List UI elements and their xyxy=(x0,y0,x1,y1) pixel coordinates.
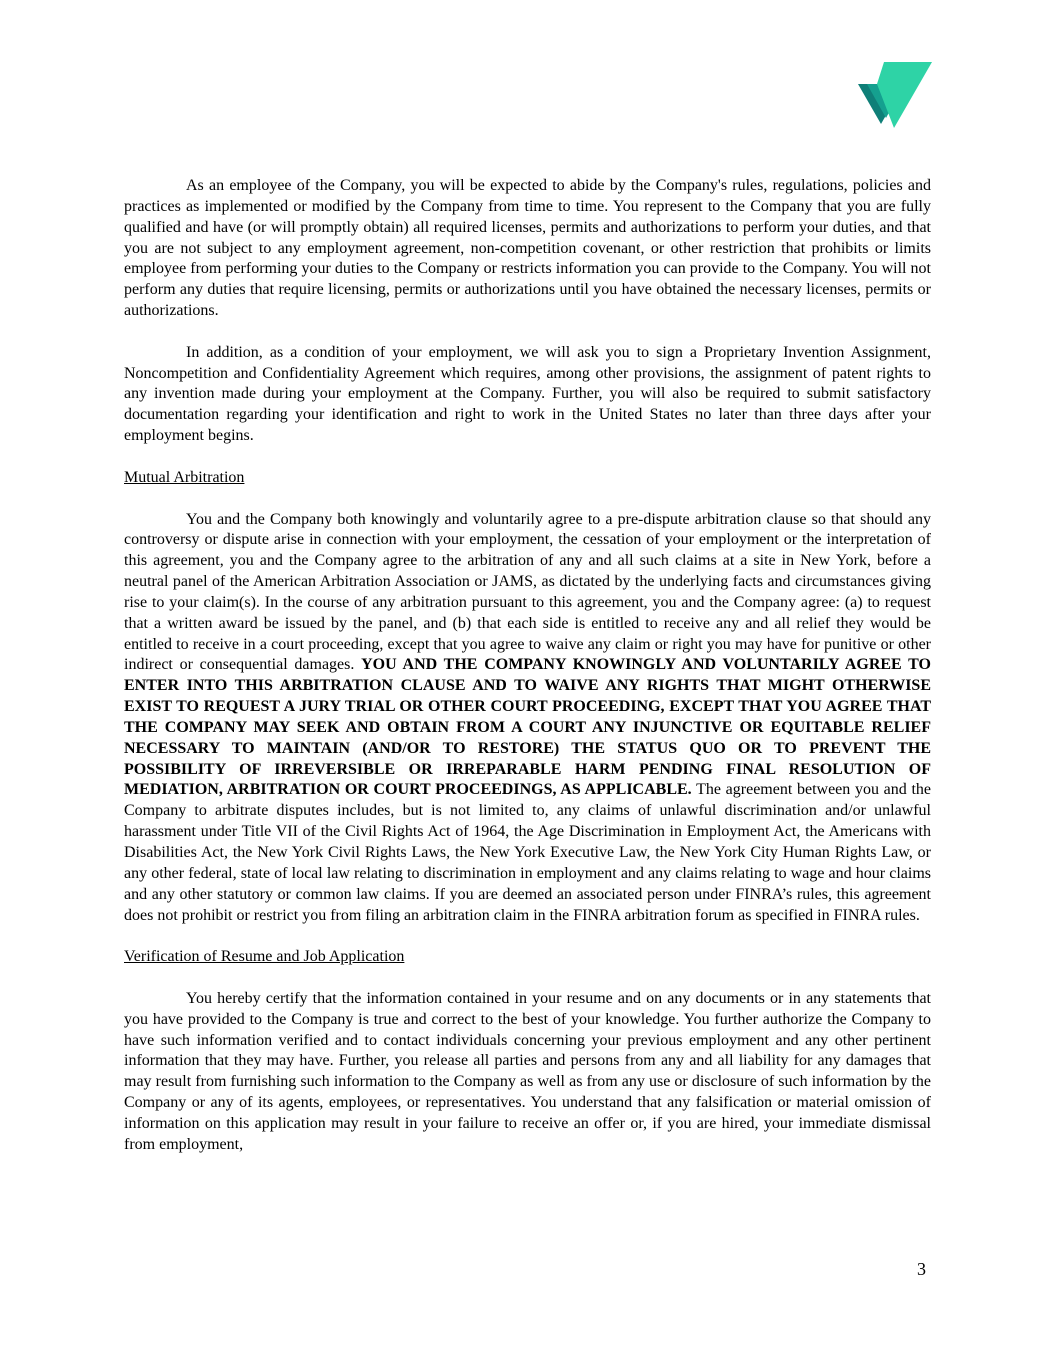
paragraph-spacer xyxy=(124,926,931,947)
verification-paragraph: You hereby certify that the information contained in your resume and on any documents or in any statements that you have provided to the Company is true and correct to the best of your knowledge. You further authorize the Company to have such information verified and to contact individuals concerning your previous employment and any other pertinent information that they may have. Further, you release all parties and persons from any and all liability for any damages that may result from furnishing such information to the Company as well as from any use or disclosure of such information by the Company or any of its agents, employees, or representatives. You understand that any falsification or material omission of information on this application may result in your failure to receive an offer or, if you are hired, your immediate dismissal from employment, xyxy=(124,989,931,1153)
verification-heading: Verification of Resume and Job Application xyxy=(124,948,405,966)
checkmark-logo-icon xyxy=(858,62,932,128)
paragraph-spacer xyxy=(124,322,931,343)
mutual-arbitration-paragraph xyxy=(124,510,931,927)
rules-and-qualifications-paragraph: As an employee of the Company, you will be expected to abide by the Company's rules, regulations, policies and practices as implemented or modified by the Company from time to time. You represent to the Company that you are fully qualified and have (or will promptly obtain) all required licenses, permits and authorizations to perform your duties, and that you are not subject to any employment agreement, non-competition covenant, or other restriction that prohibits or limits employee from performing your duties to the Company or restricts information you can provide to the Company. You will not perform any duties that require licensing, permits or authorizations until you have obtained the necessary licenses, permits or authorizations. xyxy=(124,177,931,320)
arbitration-jury-waiver-bold: YOU AND THE COMPANY KNOWINGLY AND VOLUNTARILY AGREE TO ENTER INTO THIS ARBITRATION CLAUSE AND TO WAIVE ANY RIGHTS THAT MIGHT OTHERWISE EXIST TO REQUEST A JURY TRIAL OR OTHER COURT PROCEEDING, EXCEPT THAT YOU AGREE THAT THE COMPANY MAY SEEK AND OBTAIN FROM A COURT ANY INJUNCTIVE OR EQUITABLE RELIEF NECESSARY TO MAINTAIN (AND/OR TO RESTORE) THE STATUS QUO OR TO PREVENT THE POSSIBILITY OF IRREVERSIBLE OR IRREPARABLE HARM PENDING FINAL RESOLUTION OF MEDIATION, ARBITRATION OR COURT PROCEEDINGS, AS APPLICABLE. xyxy=(124,656,932,799)
page-number: 3 xyxy=(917,1259,926,1279)
paragraph-spacer xyxy=(124,489,931,510)
invention-assignment-paragraph: In addition, as a condition of your employment, we will ask you to sign a Proprietary Invention Assignment, Noncompetition and Confidentiality Agreement which requires, among other provisions, the assignment of patent rights to any invention made during your employment at the Company. Further, you will also be required to submit satisfactory documentation regarding your identification and right to work in the United States no later than three days after your employment begins. xyxy=(124,343,931,445)
arbitration-text-start: You and the Company both knowingly and voluntarily agree to a pre-dispute arbitration clause so that should any controversy or dispute arise in connection with your employment, the cessation of your employment or the interpretation of this agreement, you and the Company agree to the arbitration of any and all such claims at a site in New York, before a neutral panel of the American Arbitration Association or JAMS, as dictated by the underlying facts and circumstances giving rise to your claim(s). In the course of any arbitration pursuant to this agreement, you and the Company agree: (a) to request that a written award be issued by the panel, and (b) that each side is entitled to receive any and all relief they would be entitled to receive in a court proceeding, except that you agree to waive any claim or right you may have for punitive or other indirect or consequential damages. xyxy=(124,510,931,674)
paragraph-spacer xyxy=(124,968,931,989)
arbitration-text-end: The agreement between you and the Company to arbitrate disputes includes, but is not limited to, any claims of unlawful discrimination and/or unlawful harassment under Title VII of the Civil Rights Act of 1964, the Age Discrimination in Employment Act, the Americans with Disabilities Act, the New York Civil Rights Laws, the New York Executive Law, the New York City Human Rights Law, or any other federal, state of local law relating to discrimination in employment and any claims relating to wage and hour claims and any other statutory or common law claims. If you are deemed an associated person under FINRA’s rules, this agreement does not prohibit or restrict you from filing an arbitration claim in the FINRA arbitration forum as specified in FINRA rules. xyxy=(124,781,931,924)
paragraph-spacer xyxy=(124,447,931,468)
mutual-arbitration-heading: Mutual Arbitration xyxy=(124,468,245,486)
logo-right-stroke xyxy=(877,62,932,128)
letter-body xyxy=(124,176,931,1156)
